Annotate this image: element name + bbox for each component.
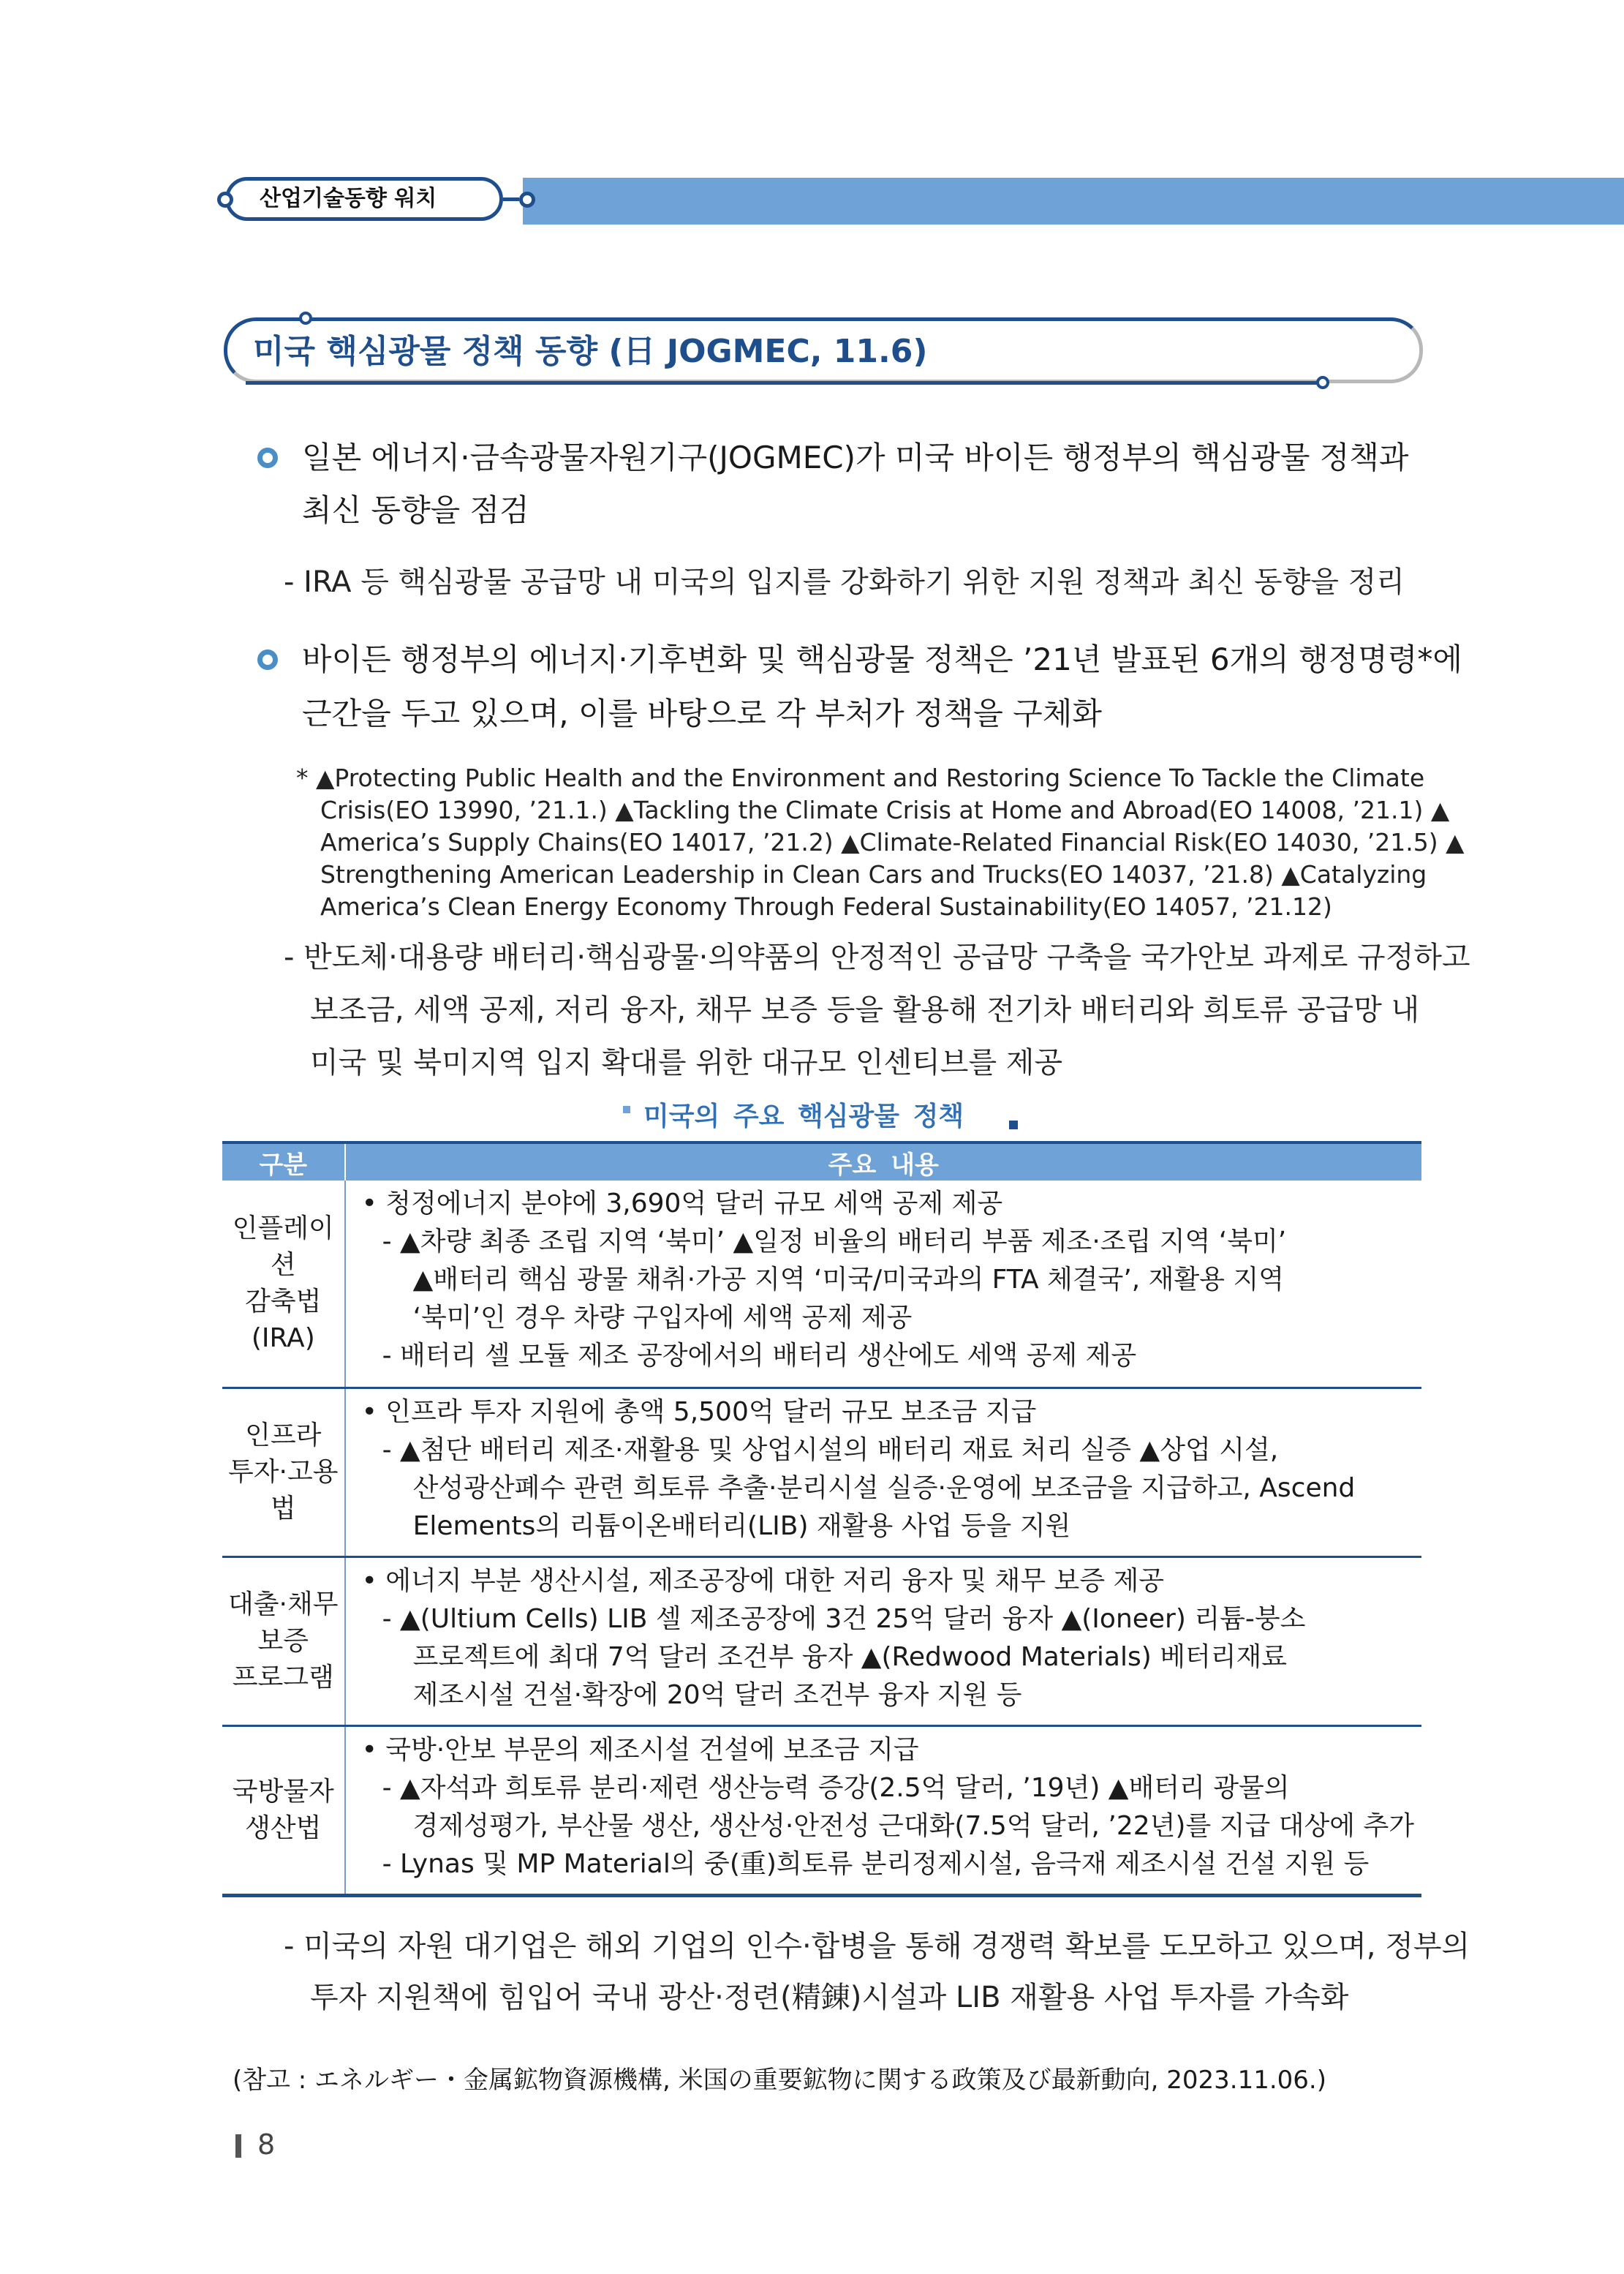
content-line: - ▲(Ultium Cells) LIB 셀 제조공장에 3건 25억 달러 융자 ▲(Ioneer) 리튬-붕소: [382, 1604, 1306, 1634]
section-title: 미국 핵심광물 정책 동향 (日 JOGMEC, 11.6): [253, 333, 928, 370]
bullet-circle-icon: [257, 650, 278, 670]
footnote-line3: America’s Supply Chains(EO 14017, ’21.2) ▲Climate-Related Financial Risk(EO 14030, ’21.5) ▲: [320, 828, 1465, 856]
table-header-row: [222, 1142, 1421, 1181]
table-caption: 미국의 주요 핵심광물 정책: [643, 1102, 964, 1132]
content-line: ‘북미’인 경우 차량 구입자에 세액 공제 제공: [412, 1303, 913, 1333]
category-line: 인프라: [245, 1420, 322, 1450]
content-line: • 에너지 부분 생산시설, 제조공장에 대한 저리 융자 및 채무 보증 제공: [361, 1566, 1165, 1596]
header-left-dot-icon: [217, 192, 233, 208]
category-line: 보증: [257, 1626, 309, 1656]
content-line: • 국방·안보 부문의 제조시설 건설에 보조금 지급: [361, 1735, 919, 1765]
table-header-content: 주요 내용: [345, 1142, 1421, 1181]
category-line: 감축법(IRA): [245, 1287, 322, 1353]
footnote-line1: * ▲Protecting Public Health and the Environment and Restoring Science To Tackle the Climate: [296, 764, 1425, 792]
category-line: 국방물자: [232, 1777, 334, 1807]
bullet1-sub: - IRA 등 핵심광물 공급망 내 미국의 입지를 강화하기 위한 지원 정책과 최신 동향을 정리: [284, 565, 1405, 599]
table-row-category: [222, 1181, 345, 1388]
table-row-content: [345, 1557, 1421, 1726]
category-line: 프로그램: [232, 1663, 334, 1693]
table-row-category: [222, 1726, 345, 1896]
bullet2-sub-line3: 미국 및 북미지역 입지 확대를 위한 대규모 인센티브를 제공: [310, 1046, 1063, 1080]
page-number: 8: [257, 2128, 276, 2161]
content-line: - Lynas 및 MP Material의 중(重)희토류 분리정제시설, 음극재 제조시설 건설 지원 등: [382, 1849, 1370, 1879]
bullet2-line1: 바이든 행정부의 에너지·기후변화 및 핵심광물 정책은 ’21년 발표된 6개의 행정명령*에: [302, 641, 1462, 677]
content-line: • 인프라 투자 지원에 총액 5,500억 달러 규모 보조금 지급: [361, 1397, 1037, 1427]
content-line: 프로젝트에 최대 7억 달러 조건부 융자 ▲(Redwood Materials) 베터리재료: [412, 1642, 1288, 1672]
section-top-dot-icon: [299, 312, 312, 325]
table-caption-end-marker-icon: [1009, 1121, 1018, 1129]
category-line: 대출·채무: [228, 1589, 339, 1619]
footnote-line2: Crisis(EO 13990, ’21.1.) ▲Tackling the Climate Crisis at Home and Abroad(EO 14008, ’21.1) ▲: [320, 796, 1450, 824]
closing-line1: - 미국의 자원 대기업은 해외 기업의 인수·합병을 통해 경쟁력 확보를 도모하고 있으며, 정부의: [284, 1929, 1470, 1963]
table-row: [222, 1726, 1421, 1896]
section-underline: [246, 381, 1321, 385]
header-right-dot-icon: [519, 192, 535, 208]
table-row: [222, 1181, 1421, 1388]
table-row-content: [345, 1726, 1421, 1896]
content-line: - 배터리 셀 모듈 제조 공장에서의 배터리 생산에도 세액 공제 제공: [382, 1341, 1137, 1371]
table-row: [222, 1557, 1421, 1726]
table-row-category: [222, 1388, 345, 1557]
content-line: 경제성평가, 부산물 생산, 생산성·안전성 근대화(7.5억 달러, ’22년)를 지급 대상에 추가: [412, 1811, 1414, 1841]
content-line: - ▲차량 최종 조립 지역 ‘북미’ ▲일정 비율의 배터리 부품 제조·조립 지역 ‘북미’: [382, 1227, 1287, 1257]
category-line: 투자·고용법: [228, 1457, 339, 1524]
footnote-line5: America’s Clean Energy Economy Through Federal Sustainability(EO 14057, ’21.12): [320, 892, 1332, 921]
policy-table: [222, 1141, 1421, 1897]
bullet1-line1: 일본 에너지·금속광물자원기구(JOGMEC)가 미국 바이든 행정부의 핵심광물 정책과: [302, 440, 1409, 475]
closing-line2: 투자 지원책에 힘입어 국내 광산·정련(精錬)시설과 LIB 재활용 사업 투자를 가속화: [310, 1981, 1349, 2014]
table-row-category: [222, 1557, 345, 1726]
content-line: - ▲첨단 배터리 제조·재활용 및 상업시설의 배터리 재료 처리 실증 ▲상업 시설,: [382, 1435, 1279, 1465]
bullet2-line2: 근간을 두고 있으며, 이를 바탕으로 각 부처가 정책을 구체화: [302, 696, 1102, 731]
category-line: 인플레이션: [232, 1213, 334, 1280]
content-line: 제조시설 건설·확장에 20억 달러 조건부 융자 지원 등: [412, 1680, 1022, 1710]
footnote-line4: Strengthening American Leadership in Clean Cars and Trucks(EO 14037, ’21.8) ▲Catalyzing: [320, 860, 1427, 889]
content-line: 산성광산폐수 관련 희토류 추출·분리시설 실증·운영에 보조금을 지급하고, Ascend: [412, 1473, 1356, 1503]
table-caption-marker-icon: [623, 1106, 630, 1113]
section-end-dot-icon: [1316, 376, 1329, 389]
bullet2-sub-line2: 보조금, 세액 공제, 저리 융자, 채무 보증 등을 활용해 전기차 배터리와 희토류 공급망 내: [310, 993, 1420, 1027]
table-header-category: 구분: [222, 1142, 345, 1181]
header-band: [523, 178, 1624, 225]
content-line: - ▲자석과 희토류 분리·제련 생산능력 증강(2.5억 달러, ’19년) ▲배터리 광물의: [382, 1773, 1290, 1803]
content-line: ▲배터리 핵심 광물 채취·가공 지역 ‘미국/미국과의 FTA 체결국’, 재활용 지역: [412, 1265, 1285, 1295]
header-title: 산업기술동향 워치: [260, 186, 437, 211]
bullet2-sub-line1: - 반도체·대용량 배터리·핵심광물·의약품의 안정적인 공급망 구축을 국가안보 과제로 규정하고: [284, 941, 1470, 974]
header-connector: [503, 197, 519, 201]
content-line: • 청정에너지 분야에 3,690억 달러 규모 세액 공제 제공: [361, 1189, 1003, 1219]
table-row: [222, 1388, 1421, 1557]
bullet-circle-icon: [257, 448, 278, 468]
bullet1-line2: 최신 동향을 점검: [302, 492, 529, 528]
page-number-bar-icon: [235, 2134, 241, 2158]
category-line: 생산법: [245, 1813, 322, 1843]
table-row-content: [345, 1181, 1421, 1388]
reference-note: (참고 : エネルギー・金属鉱物資源機構, 米国の重要鉱物に関する政策及び最新動向, 2023.11.06.): [233, 2066, 1326, 2095]
table-row-content: [345, 1388, 1421, 1557]
content-line: Elements의 리튬이온배터리(LIB) 재활용 사업 등을 지원: [412, 1511, 1071, 1541]
